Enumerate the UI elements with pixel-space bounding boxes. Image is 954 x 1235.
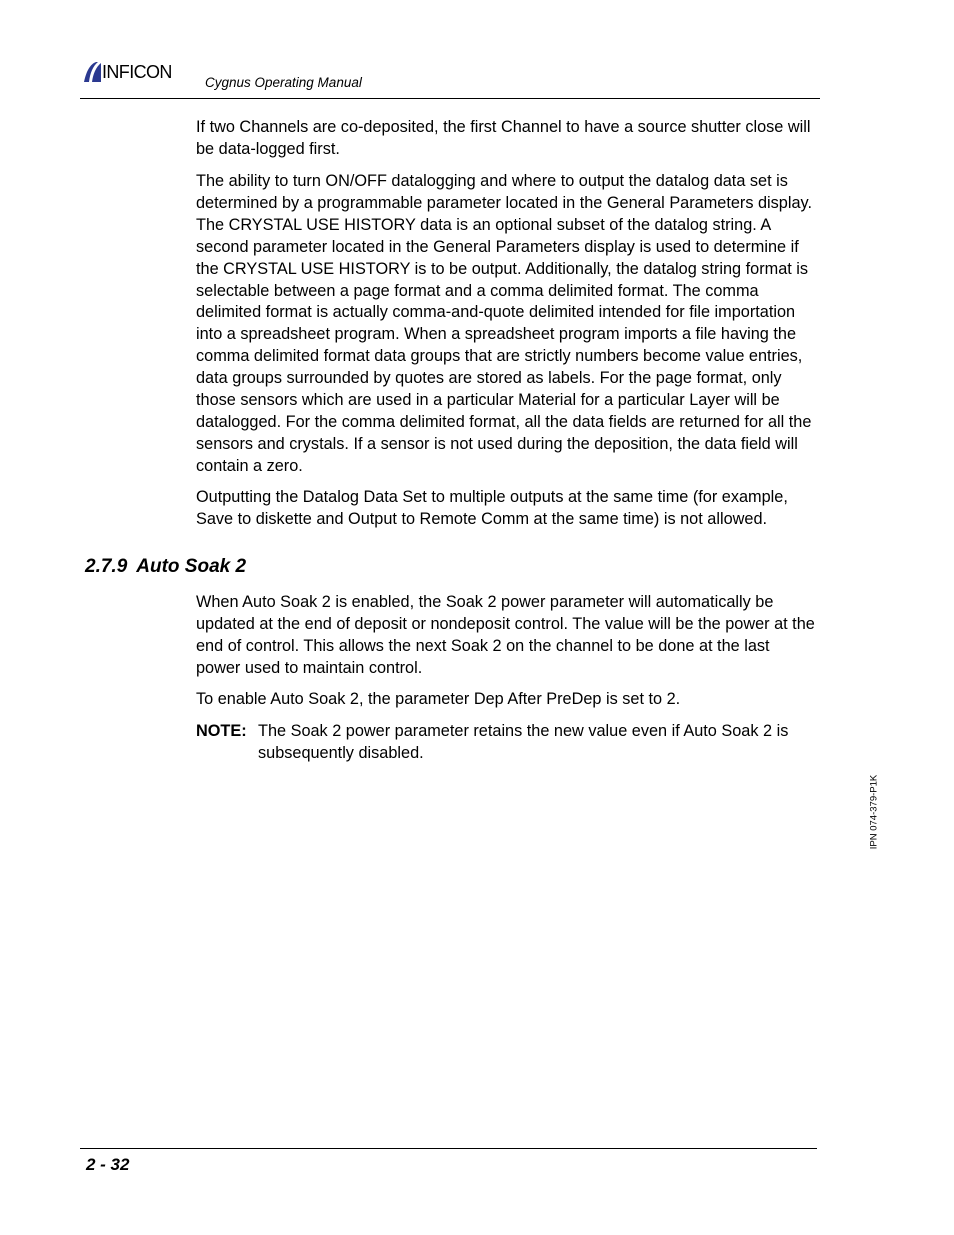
paragraph-datalogging: The ability to turn ON/OFF datalogging and where to output the datalog data set is determined by a programmable parameter located in the General Parameters display. The CRYSTAL USE HISTORY data is an optional subset of the datalog string. A second parameter located in the General Parameters display is used to determine if the CRYSTAL USE HISTORY is to be output. Additionally, the datalog string format is selectable between a page format and a comma delimited format. The comma delimited format is actually comma-and-quote delimited intended for file importation into a spreadsheet program. When a spreadsheet program imports a file having the comma delimited format data groups that are strictly numbers become value entries, data groups surrounded by quotes are stored as labels. For the page format, only those sensors which are used in a particular Material for a particular Layer will be datalogged. For the comma delimited format, all the data fields are returned for all the sensors and crystals. If a sensor is not used during the deposition, the data field will contain a zero. [196,172,812,475]
page-number: 2 - 32 [86,1155,130,1174]
manual-title: Cygnus Operating Manual [205,75,362,90]
paragraph-auto-soak-description: When Auto Soak 2 is enabled, the Soak 2 power parameter will automatically be updated at the end of deposit or nondeposit control. The value will be the power at the end of control. This allows the next Soak 2 on the channel to be done at the last power used to maintain control. [196,593,815,677]
footer-divider [80,1148,817,1149]
inficon-logo [82,59,196,85]
paragraph-enable-auto-soak: To enable Auto Soak 2, the parameter Dep After PreDep is set to 2. [196,690,681,708]
section-number: 2.7.9 [85,556,128,577]
paragraph-codeposit: If two Channels are co-deposited, the first Channel to have a source shutter close will be data-logged first. [196,118,811,158]
ipn-side-label: IPN 074-379-P1K [868,774,880,850]
note-text: The Soak 2 power parameter retains the new value even if Auto Soak 2 is subsequently disabled. [258,722,789,762]
inficon-logo-mark [82,59,196,85]
section-title: Auto Soak 2 [136,556,247,577]
note-label: NOTE: [196,722,247,740]
section-heading [85,556,246,578]
note-block [196,721,816,765]
paragraph-multiple-outputs: Outputting the Datalog Data Set to multiple outputs at the same time (for example, Save to diskette and Output to Remote Comm at the same time) is not allowed. [196,488,788,528]
header-divider [80,98,820,99]
logo-wordmark: INFICON [102,62,172,82]
